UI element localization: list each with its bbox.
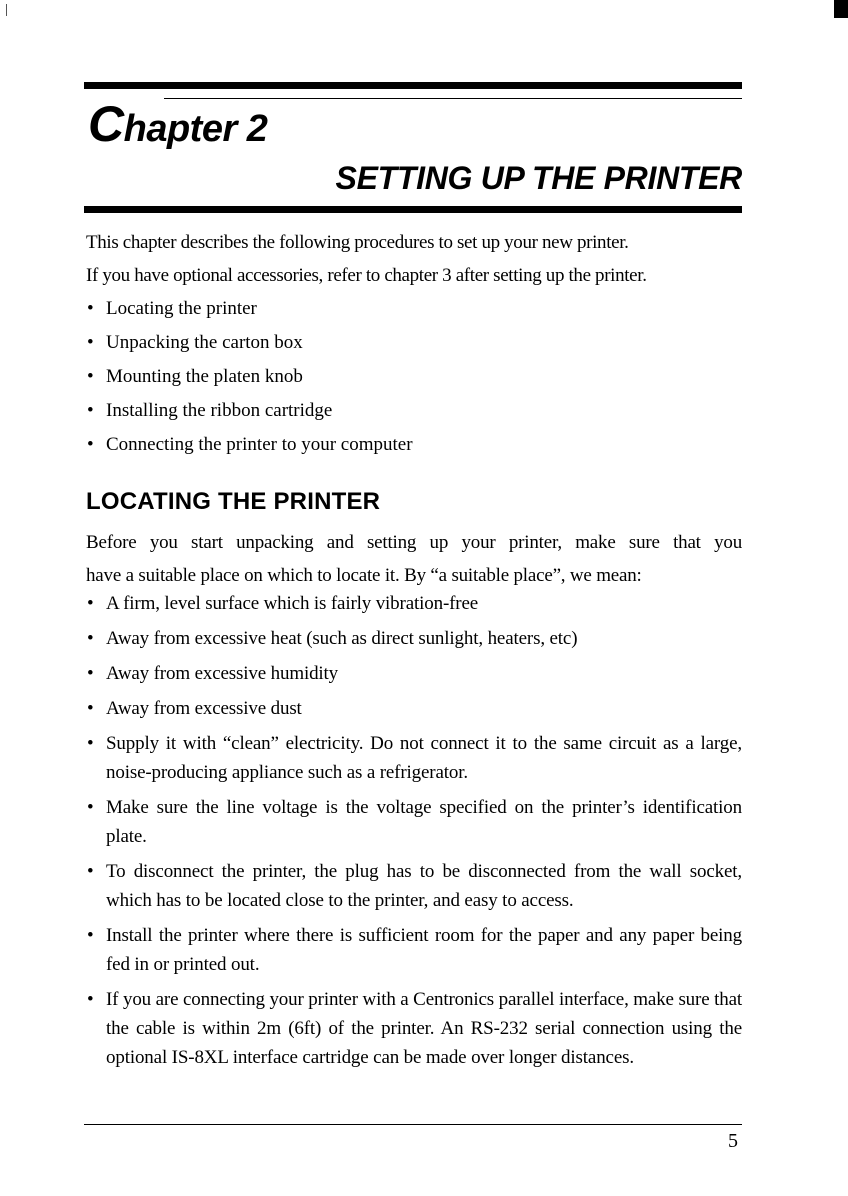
page-number: 5	[728, 1130, 738, 1152]
title-rule-thick	[84, 206, 742, 213]
list-item	[86, 394, 742, 428]
list-item	[86, 292, 742, 326]
location-requirements-list	[86, 589, 742, 1078]
list-item-text: Away from excessive heat (such as direct sunlight, heaters, etc)	[106, 628, 578, 649]
list-item-text: Connecting the printer to your computer	[106, 434, 413, 455]
scan-mark	[6, 4, 7, 16]
procedure-list	[86, 292, 742, 462]
section-intro-line: have a suitable place on which to locate it. By “a suitable place”, we mean:	[86, 565, 642, 586]
list-item-text: To disconnect the printer, the plug has to be disconnected from the wall socket, which has to be located close to the printer, and easy to access.	[106, 861, 742, 911]
list-item-text: Installing the ribbon cartridge	[106, 400, 333, 421]
list-item-text: If you are connecting your printer with a Centronics parallel interface, make sure that the cable is within 2m (6ft) of the printer. An RS-232 serial connection using the optional IS-8XL interface cartridge can be made over longer distances.	[106, 989, 742, 1068]
list-item-text: Install the printer where there is sufficient room for the paper and any paper being fed in or printed out.	[106, 925, 742, 975]
intro-paragraph	[86, 226, 742, 292]
list-item	[86, 428, 742, 462]
intro-line: If you have optional accessories, refer to chapter 3 after setting up the printer.	[86, 265, 647, 286]
list-item	[86, 729, 742, 787]
list-item-text: Mounting the platen knob	[106, 366, 303, 387]
footer-rule	[84, 1124, 742, 1125]
bullet-icon: •	[87, 298, 94, 319]
list-item	[86, 694, 742, 723]
bullet-icon: •	[87, 989, 94, 1010]
list-item	[86, 360, 742, 394]
bullet-icon: •	[87, 925, 94, 946]
list-item	[86, 659, 742, 688]
section-heading: LOCATING THE PRINTER	[86, 488, 381, 515]
list-item-text: Away from excessive humidity	[106, 663, 339, 684]
section-intro-line: Before you start unpacking and setting up your printer, make sure that you	[86, 532, 742, 553]
list-item	[86, 624, 742, 653]
header-rule-thick	[84, 82, 742, 89]
list-item-text: A firm, level surface which is fairly vibration-free	[106, 593, 479, 614]
list-item	[86, 589, 742, 618]
list-item	[86, 921, 742, 979]
chapter-title: SETTING UP THE PRINTER	[335, 160, 742, 196]
bullet-icon: •	[87, 400, 94, 421]
bullet-icon: •	[87, 698, 94, 719]
list-item	[86, 985, 742, 1072]
bullet-icon: •	[87, 593, 94, 614]
list-item-text: Supply it with “clean” electricity. Do not connect it to the same circuit as a large, noise-producing appliance such as a refrigerator.	[106, 733, 742, 783]
bullet-icon: •	[87, 628, 94, 649]
intro-line: This chapter describes the following procedures to set up your new printer.	[86, 232, 629, 253]
bullet-icon: •	[87, 663, 94, 684]
chapter-label	[88, 96, 268, 153]
corner-tab-mark	[834, 0, 848, 18]
bullet-icon: •	[87, 332, 94, 353]
bullet-icon: •	[87, 733, 94, 754]
bullet-icon: •	[87, 434, 94, 455]
bullet-icon: •	[87, 797, 94, 818]
list-item-text: Away from excessive dust	[106, 698, 302, 719]
list-item	[86, 326, 742, 360]
section-intro-paragraph	[86, 526, 742, 592]
list-item-text: Make sure the line voltage is the voltage specified on the printer’s identification plate.	[106, 797, 742, 847]
list-item-text: Locating the printer	[106, 298, 257, 319]
bullet-icon: •	[87, 366, 94, 387]
bullet-icon: •	[87, 861, 94, 882]
chapter-label-initial: C	[88, 96, 124, 152]
header-rule-thin	[164, 98, 742, 99]
list-item-text: Unpacking the carton box	[106, 332, 303, 353]
chapter-label-rest: hapter 2	[123, 108, 268, 150]
list-item	[86, 793, 742, 851]
list-item	[86, 857, 742, 915]
